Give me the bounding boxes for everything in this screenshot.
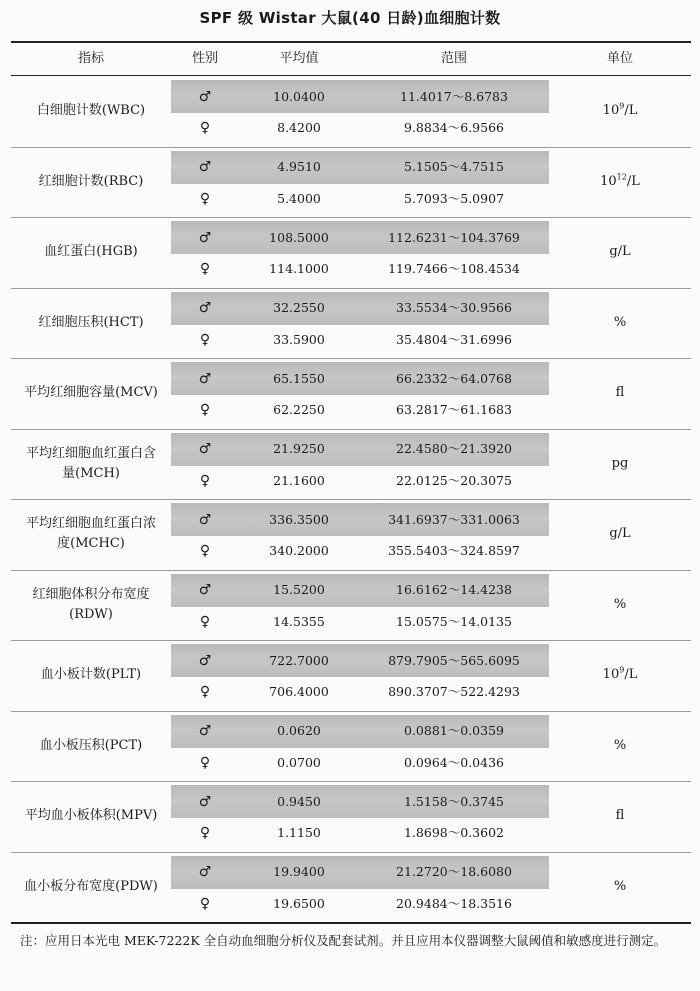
male-symbol: ♂ [198, 511, 212, 528]
unit-exponent: 9 [619, 101, 625, 111]
female-symbol: ♀ [199, 120, 211, 136]
unit-base: fl [615, 808, 625, 824]
female-range-value: 1.8698～0.3602 [404, 825, 504, 840]
table-row-group [11, 781, 691, 852]
male-range-value: 21.2720～18.6080 [396, 864, 512, 879]
indicator-name [11, 640, 171, 711]
header-range: 范围 [440, 51, 467, 66]
male-symbol: ♂ [198, 300, 212, 316]
unit-label [549, 172, 691, 192]
indicator-line: 红细胞压积(HCT) [38, 314, 144, 330]
unit-label [549, 524, 691, 544]
female-symbol: ♀ [199, 543, 211, 559]
unit-base: % [613, 314, 627, 330]
female-range-value: 5.7093～5.0907 [404, 190, 504, 206]
indicator-line: 血小板分布宽度(PDW) [24, 878, 158, 894]
unit-label [549, 383, 691, 403]
male-range-value: 112.6231～104.3769 [388, 229, 520, 245]
unit-label [549, 736, 691, 756]
female-mean-value: 1.1150 [277, 825, 321, 840]
unit-base: 10 [602, 103, 620, 119]
female-mean-value: 5.4000 [277, 190, 321, 206]
table-row-group [11, 76, 691, 147]
male-symbol: ♂ [198, 441, 212, 457]
indicator-line: 血小板压积(PCT) [39, 737, 143, 753]
unit-base: pg [611, 455, 629, 471]
header-sex: 性别 [191, 51, 218, 66]
male-mean-value: 336.3500 [269, 511, 329, 527]
female-range-value: 22.0125～20.3075 [396, 472, 512, 488]
male-range-value: 5.1505～4.7515 [404, 159, 504, 174]
female-mean-value: 21.1600 [273, 472, 325, 488]
unit-label [549, 806, 691, 826]
male-mean-value: 4.9510 [277, 159, 321, 174]
male-range-value: 1.5158～0.3745 [404, 793, 504, 809]
female-symbol: ♀ [199, 261, 211, 277]
male-range-value: 66.2332～64.0768 [396, 370, 512, 386]
table-row-group [11, 288, 691, 359]
female-symbol: ♀ [199, 895, 211, 912]
female-range-value: 63.2817～61.1683 [396, 402, 512, 417]
header-mean: 平均值 [279, 51, 319, 66]
indicator-line: 平均红细胞容量(MCV) [24, 385, 158, 401]
female-mean-value: 19.6500 [273, 895, 325, 911]
indicator-line: 红细胞体积分布宽度 [32, 586, 150, 602]
indicator-name [11, 711, 171, 782]
female-symbol: ♀ [199, 825, 211, 841]
unit-label [549, 665, 691, 685]
table-row-group [11, 217, 691, 288]
indicator-line: 平均血小板体积(MPV) [24, 808, 158, 824]
male-range-value: 33.5534～30.9566 [396, 300, 512, 315]
unit-base: % [613, 737, 627, 753]
male-range-value: 0.0881～0.0359 [404, 723, 504, 738]
indicator-line: 平均红细胞血红蛋白含 [25, 445, 156, 461]
male-mean-value: 0.0620 [277, 723, 321, 738]
unit-label [549, 454, 691, 474]
female-range-value: 15.0575～14.0135 [396, 613, 512, 629]
unit-base: g/L [609, 244, 631, 260]
header-unit: 单位 [606, 51, 633, 66]
male-range-value: 16.6162～14.4238 [396, 582, 512, 597]
male-symbol: ♂ [198, 370, 212, 387]
male-mean-value: 21.9250 [273, 441, 325, 456]
table-title: SPF 级 Wistar 大鼠(40 日龄)血细胞计数 [199, 9, 501, 27]
male-symbol: ♂ [198, 88, 212, 105]
male-mean-value: 65.1550 [273, 370, 325, 386]
female-range-value: 35.4804～31.6996 [396, 331, 512, 347]
female-symbol: ♀ [199, 190, 211, 207]
indicator-name [11, 781, 171, 852]
female-mean-value: 8.4200 [277, 120, 321, 135]
male-symbol: ♂ [198, 652, 212, 669]
unit-base: 10 [602, 667, 620, 683]
unit-suffix: /L [624, 667, 638, 683]
male-mean-value: 0.9450 [277, 793, 321, 809]
unit-base: fl [615, 385, 625, 401]
male-range-value: 11.4017～8.6783 [400, 88, 508, 104]
table-row-group [11, 147, 691, 218]
female-symbol: ♀ [199, 472, 211, 489]
female-mean-value: 62.2250 [273, 402, 325, 417]
male-symbol: ♂ [198, 159, 212, 175]
female-symbol: ♀ [199, 402, 211, 418]
unit-base: 10 [600, 173, 617, 189]
female-mean-value: 33.5900 [273, 331, 325, 347]
male-symbol: ♂ [198, 793, 212, 810]
indicator-line: 平均红细胞血红蛋白浓 [25, 516, 156, 532]
header-indicator: 指标 [77, 51, 104, 66]
indicator-name [11, 147, 171, 218]
unit-exponent: 12 [616, 172, 627, 182]
indicator-line: 血小板计数(PLT) [40, 667, 142, 683]
male-range-value: 22.4580～21.3920 [396, 441, 512, 456]
female-symbol: ♀ [199, 613, 211, 630]
indicator-line: (RDW) [69, 606, 113, 622]
unit-label [549, 877, 691, 897]
table-header [11, 43, 691, 75]
male-mean-value: 108.5000 [269, 229, 329, 245]
indicator-name [11, 429, 171, 500]
unit-exponent: 9 [619, 665, 625, 675]
unit-label [549, 313, 691, 333]
female-range-value: 890.3707～522.4293 [388, 684, 520, 699]
table-row-group [11, 852, 691, 923]
male-mean-value: 32.2550 [273, 300, 325, 315]
table-body [11, 76, 691, 922]
unit-label [549, 595, 691, 615]
female-symbol: ♀ [199, 754, 211, 771]
indicator-name [11, 288, 171, 359]
female-range-value: 119.7466～108.4534 [388, 261, 520, 276]
unit-suffix: /L [626, 173, 640, 189]
female-symbol: ♀ [199, 331, 211, 348]
female-range-value: 355.5403～324.8597 [388, 543, 520, 558]
female-symbol: ♀ [199, 684, 211, 700]
unit-base: % [613, 596, 627, 612]
indicator-name [11, 217, 171, 288]
male-range-value: 341.6937～331.0063 [388, 511, 520, 527]
table-row-group [11, 429, 691, 500]
table-footnote: 注：应用日本光电 MEK-7222K 全自动血细胞分析仪及配套试剂。并且应用本仪器调整大鼠阈值和敏感度进行测定。 [20, 933, 667, 948]
table-bottom-rule [11, 922, 691, 924]
female-mean-value: 340.2000 [269, 543, 329, 558]
male-mean-value: 15.5200 [273, 582, 325, 597]
female-range-value: 0.0964～0.0436 [404, 754, 504, 770]
table-row-group [11, 640, 691, 711]
indicator-name [11, 499, 171, 570]
indicator-name [11, 570, 171, 641]
indicator-line: 量(MCH) [62, 465, 120, 481]
indicator-line: 度(MCHC) [57, 536, 125, 552]
table-row-group [11, 711, 691, 782]
male-range-value: 879.7905～565.6095 [388, 652, 520, 668]
female-mean-value: 706.4000 [269, 684, 329, 699]
table-row-group [11, 570, 691, 641]
male-mean-value: 19.9400 [273, 864, 325, 879]
female-range-value: 9.8834～6.9566 [404, 120, 504, 135]
male-mean-value: 722.7000 [269, 652, 329, 668]
indicator-name [11, 852, 171, 923]
indicator-line: 红细胞计数(RBC) [38, 173, 144, 189]
indicator-line: 白细胞计数(WBC) [36, 103, 146, 119]
unit-base: % [613, 878, 627, 894]
male-symbol: ♂ [198, 229, 212, 246]
indicator-line: 血红蛋白(HGB) [44, 244, 138, 260]
unit-suffix: /L [624, 103, 638, 119]
unit-label [549, 101, 691, 121]
male-mean-value: 10.0400 [273, 88, 325, 104]
indicator-name [11, 76, 171, 147]
female-mean-value: 0.0700 [277, 754, 321, 770]
male-symbol: ♂ [198, 864, 212, 880]
unit-label [549, 242, 691, 262]
indicator-name [11, 358, 171, 429]
female-mean-value: 14.5355 [273, 613, 325, 629]
female-range-value: 20.9484～18.3516 [396, 895, 512, 911]
female-mean-value: 114.1000 [269, 261, 329, 276]
unit-base: g/L [609, 526, 631, 542]
table-row-group [11, 499, 691, 570]
male-symbol: ♂ [198, 582, 212, 598]
male-symbol: ♂ [198, 723, 212, 739]
table-row-group [11, 358, 691, 429]
